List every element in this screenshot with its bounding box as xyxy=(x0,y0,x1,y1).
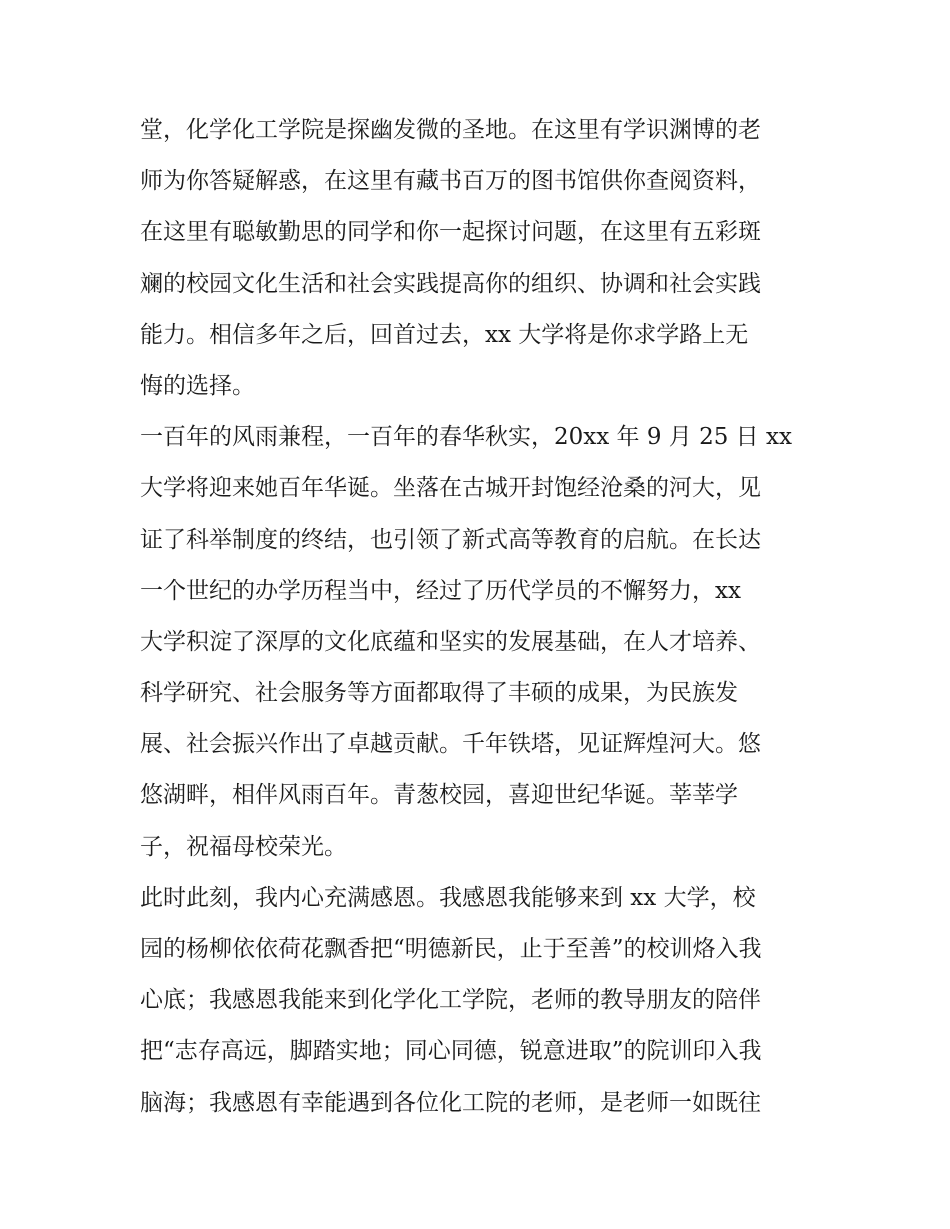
text-line: 证了科举制度的终结，也引领了新式高等教育的启航。在长达 xyxy=(140,526,761,553)
text-line: 能力。相信多年之后，回首过去，xx 大学将是你求学路上无 xyxy=(140,321,749,348)
text-line: 斓的校园文化生活和社会实践提高你的组织、协调和社会实践 xyxy=(140,270,761,297)
text-line: 展、社会振兴作出了卓越贡献。千年铁塔，见证辉煌河大。悠 xyxy=(140,731,761,758)
text-line: 子，祝福母校荣光。 xyxy=(140,833,347,860)
text-line: 园的杨柳依依荷花飘香把“明德新民，止于至善”的校训烙入我 xyxy=(140,936,762,962)
text-line: 大学将迎来她百年华诞。坐落在古城开封饱经沧桑的河大，见 xyxy=(140,475,761,502)
text-line: 科学研究、社会服务等方面都取得了丰硕的成果，为民族发 xyxy=(140,680,738,707)
text-line: 大学积淀了深厚的文化底蕴和坚实的发展基础，在人才培养、 xyxy=(140,628,761,655)
text-line: 心底；我感恩我能来到化学化工学院，老师的教导朋友的陪伴 xyxy=(140,987,761,1014)
text-line: 在这里有聪敏勤思的同学和你一起探讨问题，在这里有五彩斑 xyxy=(140,219,761,246)
text-line: 脑海；我感恩有幸能遇到各位化工院的老师，是老师一如既往 xyxy=(140,1089,761,1116)
text-line: 此时此刻，我内心充满感恩。我感恩我能够来到 xx 大学，校 xyxy=(140,884,756,911)
text-line: 悔的选择。 xyxy=(140,372,255,399)
text-line: 一百年的风雨兼程，一百年的春华秋实，20xx 年 9 月 25 日 xx xyxy=(140,424,792,451)
text-line: 师为你答疑解惑，在这里有藏书百万的图书馆供你查阅资料， xyxy=(140,168,761,195)
text-line: 把“志存高远，脚踏实地；同心同德，锐意进取”的院训印入我 xyxy=(140,1038,762,1065)
text-line: 悠湖畔，相伴风雨百年。青葱校园，喜迎世纪华诞。莘莘学 xyxy=(140,782,738,809)
text-line: 堂，化学化工学院是探幽发微的圣地。在这里有学识渊博的老 xyxy=(140,117,761,143)
text-line: 一个世纪的办学历程当中，经过了历代学员的不懈努力，xx xyxy=(140,577,741,604)
document-body xyxy=(140,105,820,1129)
